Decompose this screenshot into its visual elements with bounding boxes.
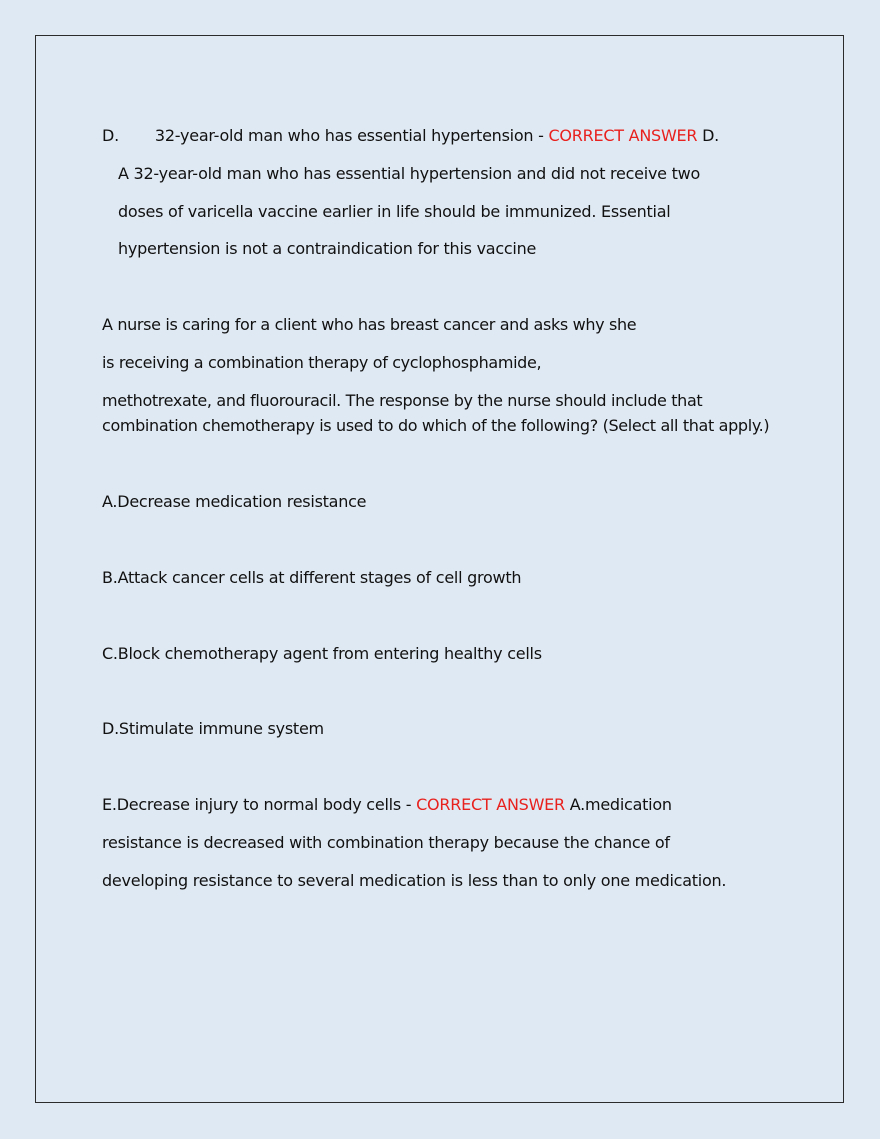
- option-text: 32-year-old man who has essential hypertension -: [154, 126, 544, 145]
- option-e-text: E.Decrease injury to normal body cells -: [102, 795, 412, 814]
- explanation-line: resistance is decreased with combination therapy because the chance of: [102, 833, 670, 852]
- answer-suffix: A.medication: [569, 795, 672, 814]
- option-b: B.Attack cancer cells at different stages of cell growth: [102, 568, 522, 587]
- option-c: C.Block chemotherapy agent from entering healthy cells: [102, 644, 542, 663]
- question-text-line: A nurse is caring for a client who has breast cancer and asks why she: [102, 315, 637, 334]
- correct-answer-label: CORRECT ANSWER: [416, 795, 565, 814]
- option-a: A.Decrease medication resistance: [102, 492, 367, 511]
- question-text-line: is receiving a combination therapy of cyclophosphamide,: [102, 353, 542, 372]
- answer-suffix: D.: [702, 126, 719, 145]
- option-e: [102, 795, 672, 815]
- correct-answer-label: CORRECT ANSWER: [548, 126, 698, 145]
- question-text-line: methotrexate, and fluorouracil. The response by the nurse should include that: [102, 391, 703, 410]
- option-d: D.Stimulate immune system: [102, 719, 324, 738]
- explanation-line: hypertension is not a contraindication for this vaccine: [118, 239, 537, 258]
- explanation-line: developing resistance to several medication is less than to only one medication.: [102, 871, 727, 890]
- question-text-line: combination chemotherapy is used to do which of the following? (Select all that apply.): [102, 416, 770, 435]
- explanation-line: doses of varicella vaccine earlier in life should be immunized. Essential: [118, 202, 671, 221]
- explanation-line: A 32-year-old man who has essential hypertension and did not receive two: [118, 164, 701, 183]
- prev-answer-line: [102, 126, 719, 146]
- option-label: D.: [102, 126, 119, 145]
